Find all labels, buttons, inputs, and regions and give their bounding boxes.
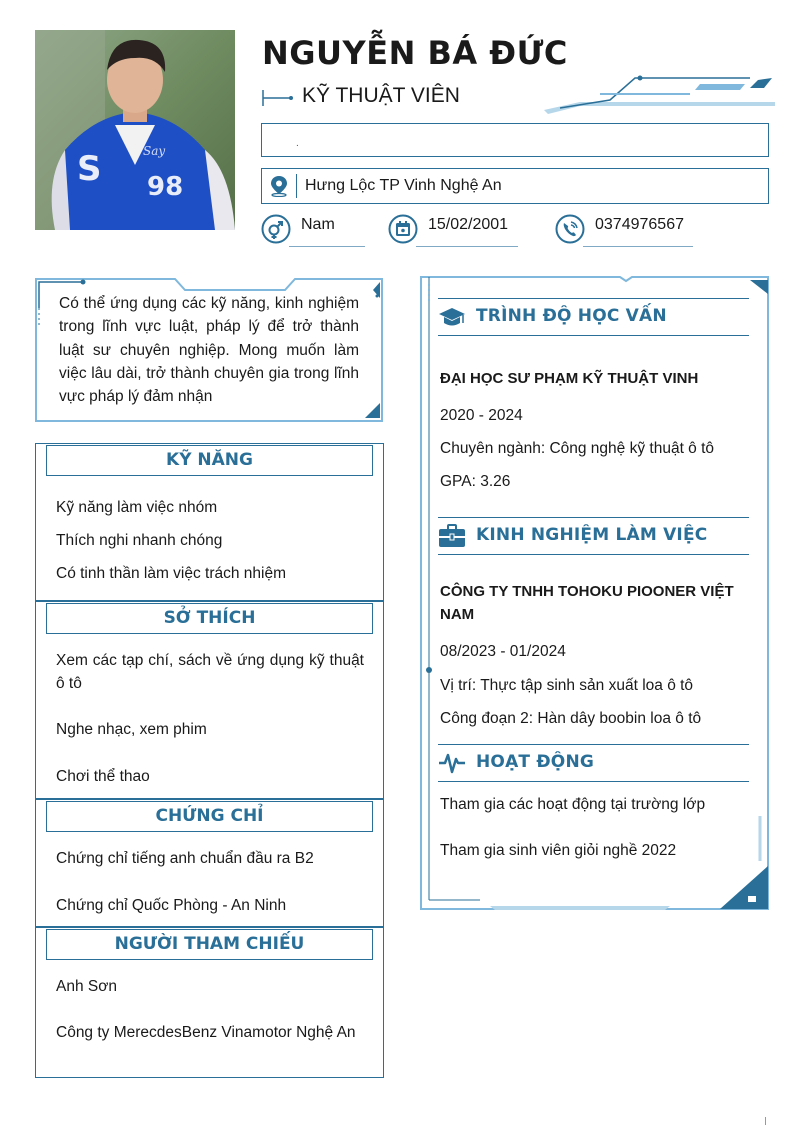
calendar-icon <box>388 214 418 244</box>
certificates-title: CHỨNG CHỈ <box>46 801 373 832</box>
certificate-item: Chứng chỉ Quốc Phòng - An Ninh <box>56 897 287 914</box>
career-objective-box <box>35 278 383 422</box>
activity-item: Tham gia các hoạt động tại trường lớp <box>440 796 706 813</box>
skill-item: Có tinh thần làm việc trách nhiệm <box>56 565 287 582</box>
activity-item: Tham gia sinh viên giỏi nghề 2022 <box>440 842 677 859</box>
briefcase-icon <box>438 523 466 549</box>
gender-info <box>261 212 366 252</box>
experience-position: Vị trí: Thực tập sinh sản xuất loa ô tô <box>440 677 694 694</box>
birthday-text: 15/02/2001 <box>428 216 509 233</box>
phone-icon <box>555 214 585 244</box>
references-title: NGƯỜI THAM CHIẾU <box>46 929 373 960</box>
svg-text:S: S <box>77 149 102 189</box>
skill-item: Kỹ năng làm việc nhóm <box>56 499 218 516</box>
gender-underline <box>289 246 365 247</box>
heartbeat-icon <box>438 750 466 776</box>
address-separator <box>296 174 297 198</box>
experience-period: 08/2023 - 01/2024 <box>440 643 566 660</box>
experience-task: Công đoạn 2: Hàn dây boobin loa ô tô <box>440 710 702 727</box>
blank-field <box>261 123 769 157</box>
hobbies-section <box>35 601 384 799</box>
birthday-underline <box>416 246 518 247</box>
header-decoration <box>540 70 775 115</box>
objective-text: Có thể ứng dụng các kỹ năng, kinh nghiệm trong lĩnh vực luật, pháp lý để trở thành luật sư chuyên nghiệp. Mong muốn làm việc lâu dài, trở thành chuyên gia trong lĩnh vực pháp lý đảm nhận <box>59 295 359 406</box>
svg-text:98: 98 <box>147 172 184 202</box>
job-title: KỸ THUẬT VIÊN <box>302 84 460 107</box>
phone-underline <box>583 246 693 247</box>
birthday-info <box>388 212 518 252</box>
skills-title: KỸ NĂNG <box>46 445 373 476</box>
hobby-item: Xem các tạp chí, sách về ứng dụng kỹ thuật ô tô <box>56 652 364 692</box>
hobby-item: Nghe nhạc, xem phim <box>56 721 207 738</box>
certificates-section <box>35 799 384 927</box>
education-period: 2020 - 2024 <box>440 407 523 424</box>
graduation-cap-icon <box>438 304 466 330</box>
page-mark <box>765 1117 766 1125</box>
reference-item: Công ty MerecdesBenz Vinamotor Nghệ An <box>56 1024 356 1041</box>
phone-text: 0374976567 <box>595 216 684 233</box>
gender-icon <box>261 214 291 244</box>
education-school: ĐẠI HỌC SƯ PHẠM KỸ THUẬT VINH <box>440 370 699 387</box>
references-section <box>35 927 384 1078</box>
gender-text: Nam <box>301 216 335 233</box>
education-title: TRÌNH ĐỘ HỌC VẤN <box>476 306 667 326</box>
address-field <box>261 168 769 204</box>
location-pin-icon <box>262 169 296 203</box>
hobbies-title: SỞ THÍCH <box>46 603 373 634</box>
education-header <box>438 298 749 336</box>
skills-section <box>35 443 384 601</box>
blank-field-dot: . <box>296 138 299 149</box>
activities-header <box>438 744 749 782</box>
experience-header <box>438 517 749 555</box>
address-text: Hưng Lộc TP Vinh Nghệ An <box>305 177 502 194</box>
candidate-name: NGUYỄN BÁ ĐỨC <box>262 34 568 72</box>
phone-info <box>555 212 695 252</box>
hobby-item: Chơi thể thao <box>56 768 150 785</box>
reference-item: Anh Sơn <box>56 978 118 995</box>
job-title-line-icon <box>262 88 294 108</box>
education-major: Chuyên ngành: Công nghệ kỹ thuật ô tô <box>440 440 715 457</box>
skill-item: Thích nghi nhanh chóng <box>56 532 223 549</box>
experience-company: CÔNG TY TNHH TOHOKU PIOONER VIỆT NAM <box>440 583 734 623</box>
experience-title: KINH NGHIỆM LÀM VIỆC <box>476 525 708 545</box>
svg-text:Say: Say <box>143 144 166 158</box>
education-gpa: GPA: 3.26 <box>440 473 511 490</box>
activities-title: HOẠT ĐỘNG <box>476 752 595 772</box>
certificate-item: Chứng chỉ tiếng anh chuẩn đầu ra B2 <box>56 850 314 867</box>
profile-photo <box>35 30 235 230</box>
